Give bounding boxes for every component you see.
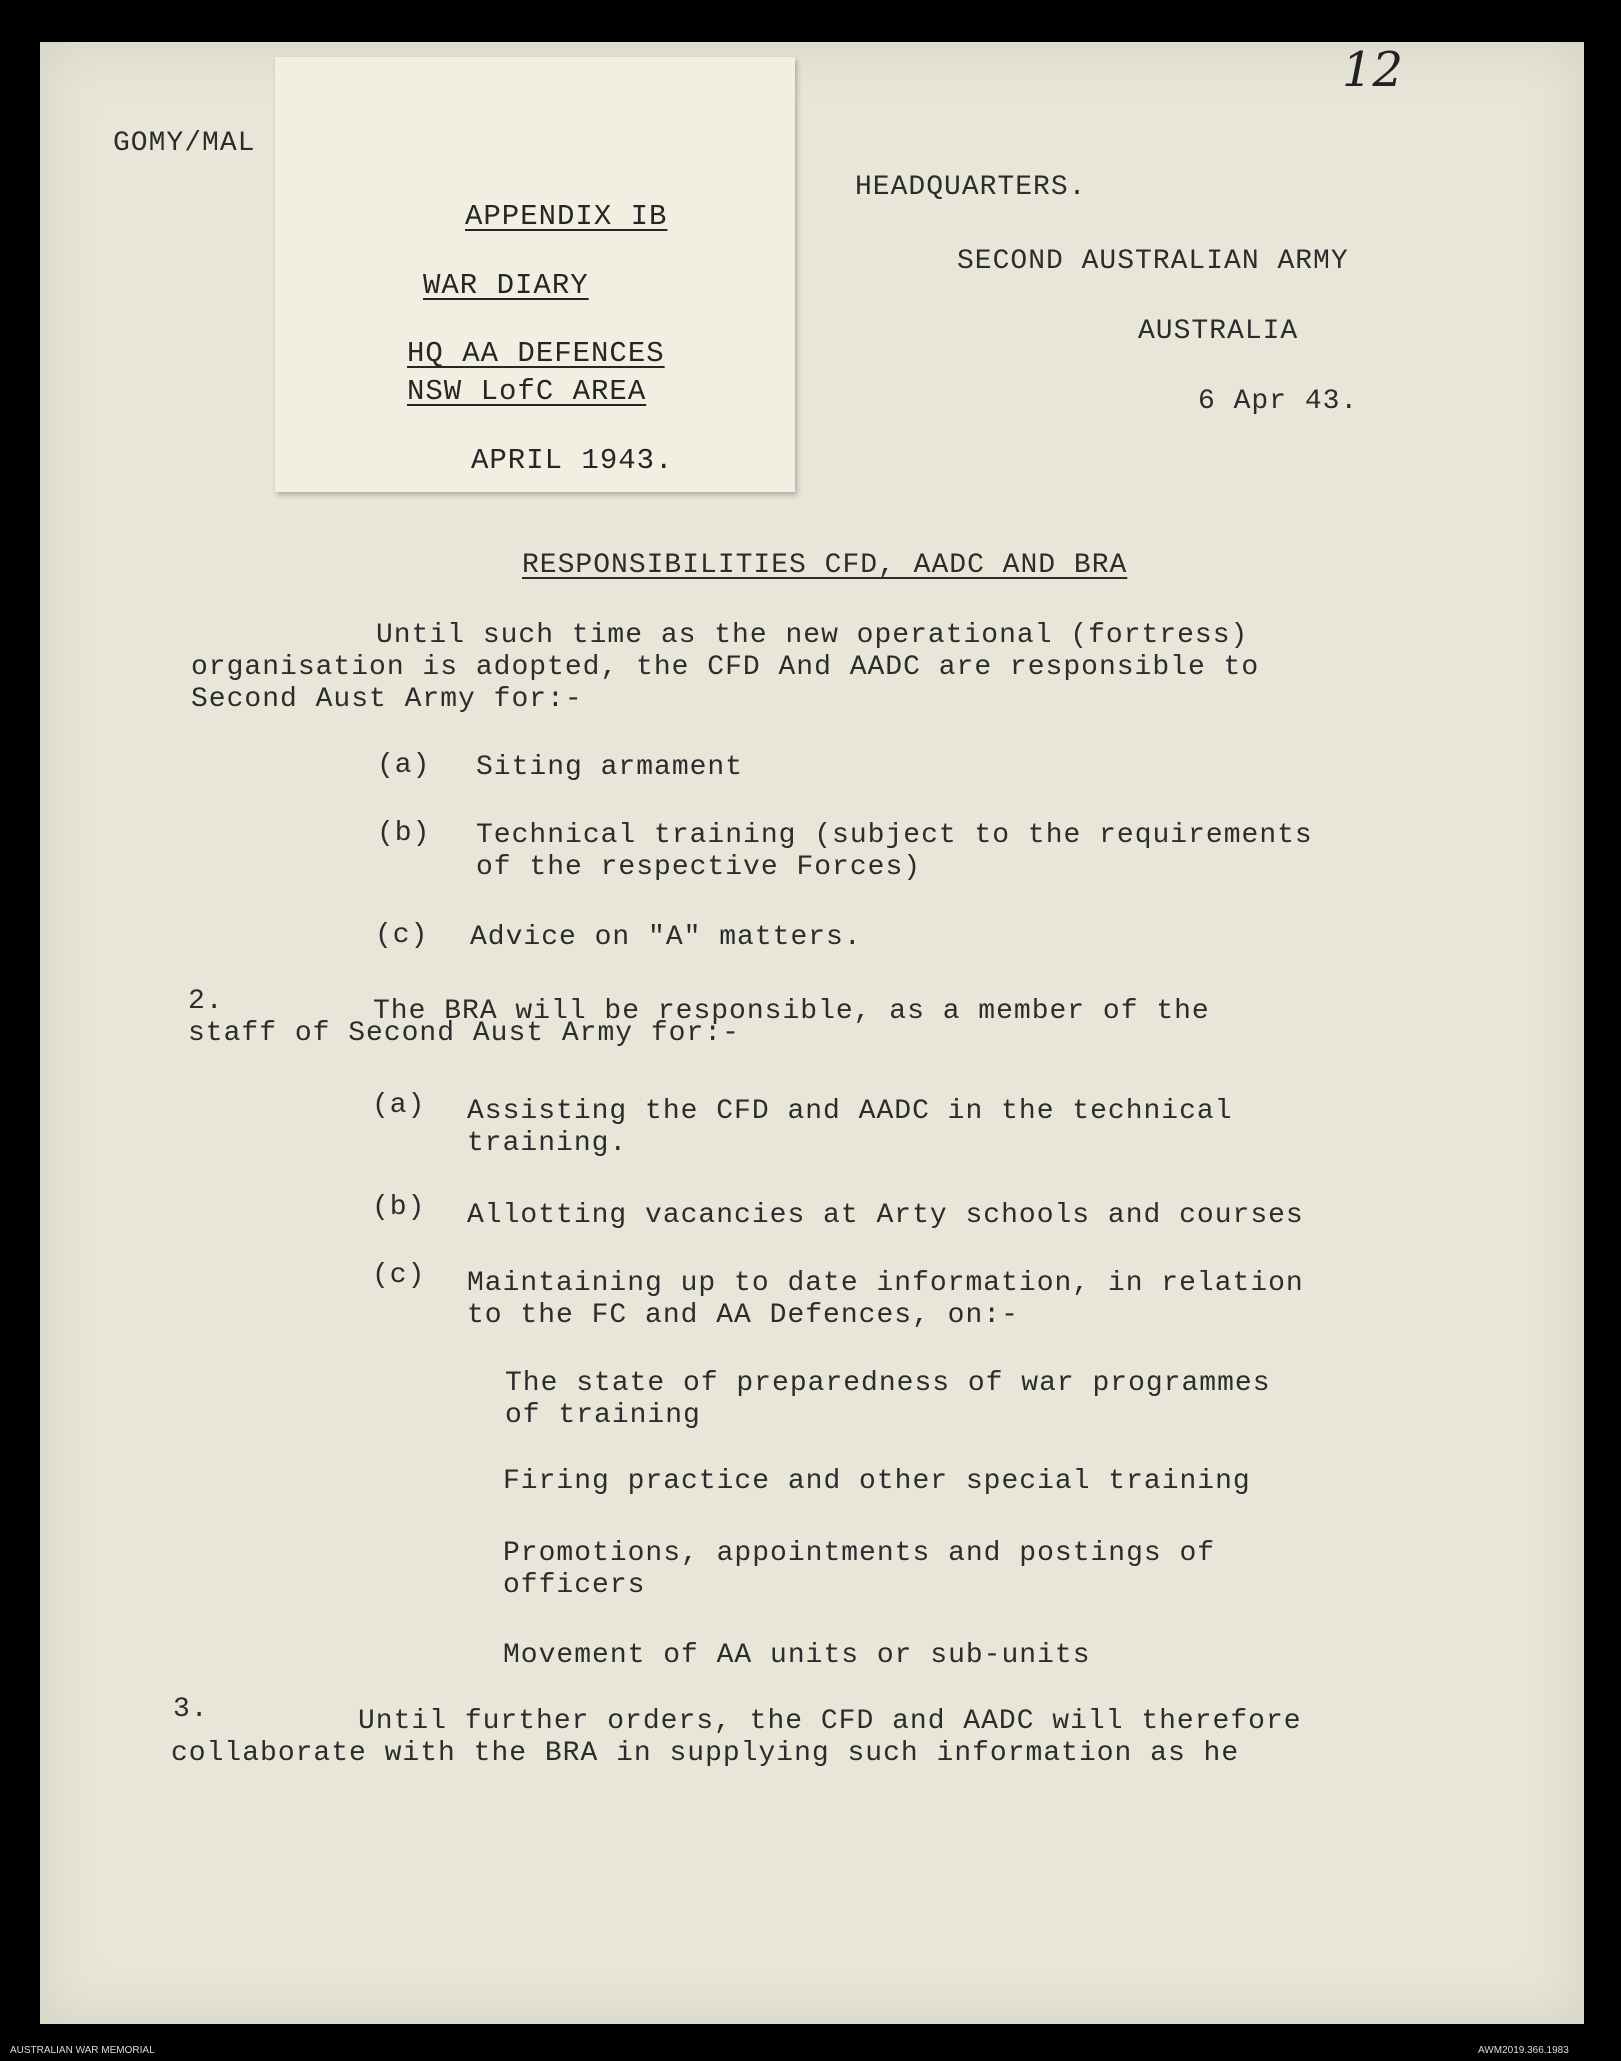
- sub-item-text: of training: [505, 1400, 701, 1431]
- para2-line: The BRA will be responsible, as a member of the: [373, 996, 1210, 1027]
- para1-line: Until such time as the new operational (fortress): [376, 620, 1249, 651]
- file-reference: GOMY/MAL: [113, 128, 256, 159]
- list-item-text: Maintaining up to date information, in relation: [467, 1268, 1304, 1299]
- stamp-appendix: APPENDIX IB: [465, 200, 668, 233]
- list-item-text: to the FC and AA Defences, on:-: [467, 1300, 1019, 1331]
- document-title: RESPONSIBILITIES CFD, AADC AND BRA: [522, 550, 1128, 581]
- stamp-area: NSW LofC AREA: [407, 375, 647, 408]
- para3-line: Until further orders, the CFD and AADC will therefore: [358, 1706, 1302, 1737]
- list-item-label: (c): [375, 920, 429, 951]
- war-diary-stamp: [275, 57, 795, 492]
- list-item-label: (c): [372, 1260, 426, 1291]
- list-item-label: (a): [372, 1090, 426, 1121]
- para1-line: organisation is adopted, the CFD And AADC are responsible to: [191, 652, 1260, 683]
- list-item-text: Allotting vacancies at Arty schools and courses: [467, 1200, 1304, 1231]
- sub-item-text: Movement of AA units or sub-units: [503, 1640, 1091, 1671]
- sub-item-text: Promotions, appointments and postings of: [503, 1538, 1216, 1569]
- list-item-label: (b): [377, 818, 431, 849]
- list-item-label: (b): [372, 1192, 426, 1223]
- list-item-text: Technical training (subject to the requirements: [476, 820, 1313, 851]
- header-country: AUSTRALIA: [1138, 316, 1299, 347]
- list-item-text: of the respective Forces): [476, 852, 922, 883]
- header-army: SECOND AUSTRALIAN ARMY: [957, 246, 1349, 277]
- sub-item-text: officers: [503, 1570, 646, 1601]
- para1-line: Second Aust Army for:-: [191, 684, 583, 715]
- list-item-text: Advice on "A" matters.: [470, 922, 862, 953]
- header-date: 6 Apr 43.: [1198, 386, 1359, 417]
- stamp-unit: HQ AA DEFENCES: [407, 337, 665, 370]
- list-item-text: Siting armament: [476, 752, 744, 783]
- sub-item-text: Firing practice and other special training: [503, 1466, 1251, 1497]
- para3-number: 3.: [173, 1694, 209, 1725]
- list-item-text: Assisting the CFD and AADC in the technical: [467, 1096, 1233, 1127]
- para3-line: collaborate with the BRA in supplying such information as he: [171, 1738, 1240, 1769]
- sub-item-text: The state of preparedness of war programmes: [505, 1368, 1271, 1399]
- list-item-label: (a): [377, 750, 431, 781]
- footer-accession-number: AWM2019.366.1983: [1478, 2045, 1569, 2056]
- para2-line: staff of Second Aust Army for:-: [188, 1018, 740, 1049]
- header-headquarters: HEADQUARTERS.: [855, 172, 1087, 203]
- page-number: 12: [1342, 42, 1404, 98]
- footer-institution: AUSTRALIAN WAR MEMORIAL: [10, 2045, 155, 2056]
- stamp-month: APRIL 1943.: [471, 444, 674, 477]
- para2-number: 2.: [188, 986, 224, 1017]
- list-item-text: training.: [467, 1128, 628, 1159]
- stamp-war-diary: WAR DIARY: [423, 269, 589, 302]
